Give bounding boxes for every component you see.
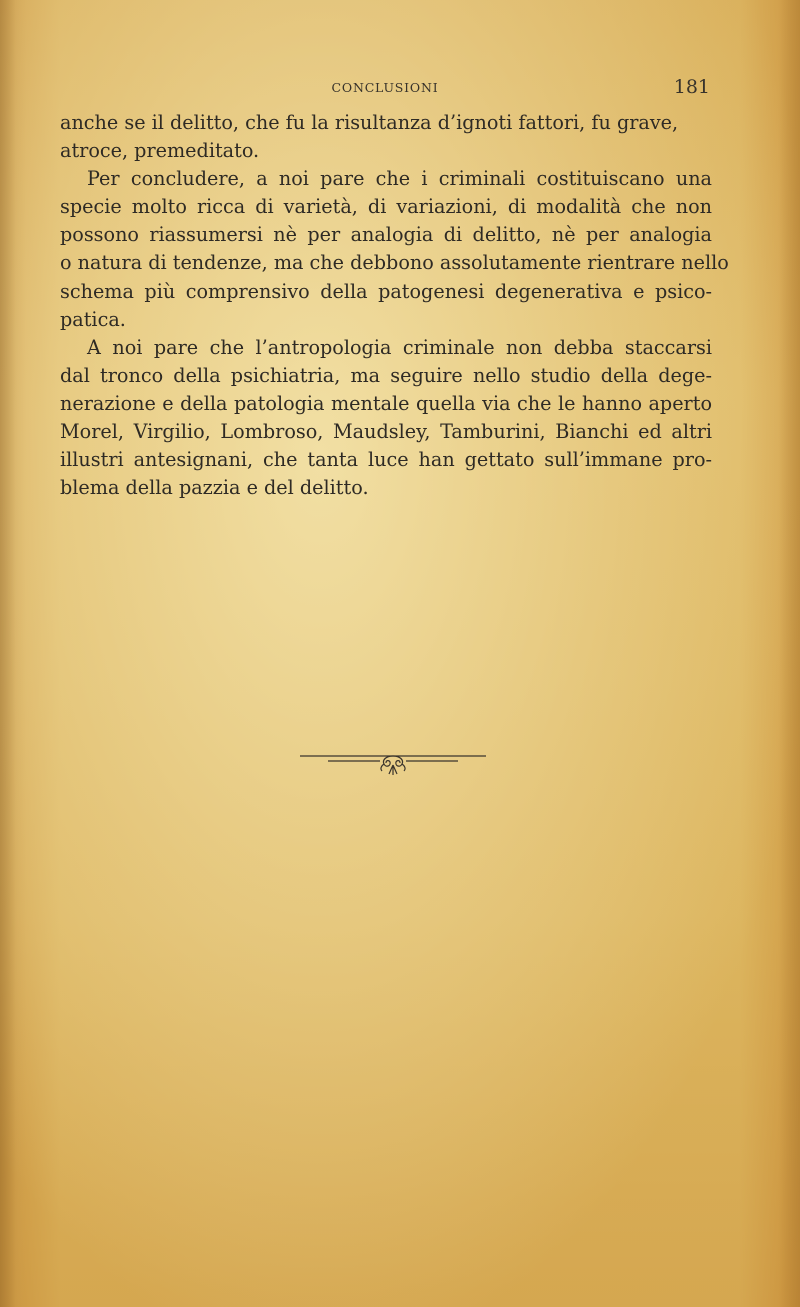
running-head: CONCLUSIONI (331, 80, 439, 95)
body-text (60, 109, 729, 502)
text-line: o natura di tendenze, ma che debbono assolutamente rientrare nello (60, 251, 729, 275)
page-header (60, 76, 710, 98)
text-line: schema più comprensivo della patogenesi degenerativa e psico- (60, 279, 712, 303)
text-line: possono riassumersi nè per analogia di delitto, nè per analogia (60, 223, 712, 247)
spine-shadow (0, 0, 26, 1307)
tailpiece-ornament-icon (298, 752, 488, 776)
page-edge-shadow (778, 0, 800, 1307)
text-line: Per concludere, a noi pare che i criminali costituiscano una (87, 167, 712, 191)
text-line: Morel, Virgilio, Lombroso, Maudsley, Tamburini, Bianchi ed altri (60, 420, 712, 444)
page-number: 181 (673, 76, 710, 98)
text-line: A noi pare che l’antropologia criminale non debba staccarsi (87, 335, 712, 359)
text-line: blema della pazzia e del delitto. (60, 476, 369, 500)
text-line: atroce, premeditato. (60, 139, 260, 163)
text-line: anche se il delitto, che fu la risultanza d’ignoti fattori, fu grave, (60, 111, 679, 134)
text-line: patica. (60, 307, 126, 331)
text-line: illustri antesignani, che tanta luce han gettato sull’immane pro- (60, 448, 712, 472)
text-line: dal tronco della psichiatria, ma seguire nello studio della dege- (60, 363, 712, 387)
text-line: nerazione e della patologia mentale quella via che le hanno aperto (60, 391, 712, 415)
text-line: specie molto ricca di varietà, di variazioni, di modalità che non (60, 195, 712, 219)
